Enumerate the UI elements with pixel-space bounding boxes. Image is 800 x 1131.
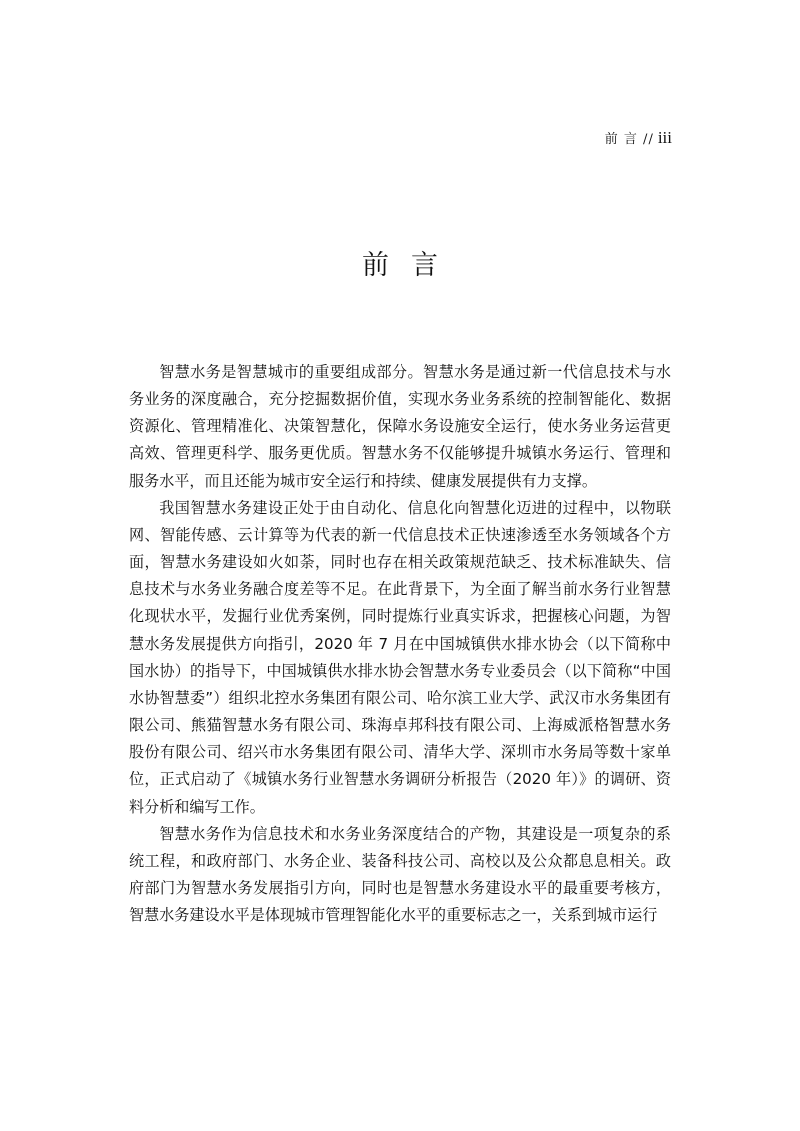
chapter-title: 前言 bbox=[362, 250, 460, 281]
paragraph-3: 智慧水务作为信息技术和水务业务深度结合的产物，其建设是一项复杂的系统工程，和政府部门、水务企业、装备科技公司、高校以及公众都息息相关。政府部门为智慧水务发展指引方向，同时也是智慧水务建设水平的最重要考核方，智慧水务建设水平是体现城市管理智能化水平的重要标志之一，关系到城市运行 bbox=[129, 824, 671, 925]
body-text bbox=[129, 359, 671, 929]
paragraph-1: 智慧水务是智慧城市的重要组成部分。智慧水务是通过新一代信息技术与水务业务的深度融合，充分挖掘数据价值，实现水务业务系统的控制智能化、数据资源化、管理精准化、决策智慧化，保障水务设施安全运行，使水务业务运营更高效、管理更科学、服务更优质。智慧水务不仅能够提升城镇水务运行、管理和服务水平，而且还能为城市安全运行和持续、健康发展提供有力支撑。 bbox=[129, 363, 671, 490]
page-number: iii bbox=[657, 128, 672, 147]
paragraph-2: 我国智慧水务建设正处于由自动化、信息化向智慧化迈进的过程中，以物联网、智能传感、云计算等为代表的新一代信息技术正快速渗透至水务领域各个方面，智慧水务建设如火如荼，同时也存在相关政策规范缺乏、技术标准缺失、信息技术与水务业务融合度差等不足。在此背景下，为全面了解当前水务行业智慧化现状水平，发掘行业优秀案例，同时提炼行业真实诉求，把握核心问题，为智慧水务发展提供方向指引，2020 年 7 月在中国城镇供水排水协会（以下简称中国水协）的指导下，中国城镇供水排水协会智慧水务专业委员会（以下简称“中国水协智慧委”）组织北控水务集团有限公司、哈尔滨工业大学、武汉市水务集团有限公司、熊猫智慧水务有限公司、珠海卓邦科技有限公司、上海威派格智慧水务股份有限公司、绍兴市水务集团有限公司、清华大学、深圳市水务局等数十家单位，正式启动了《城镇水务行业智慧水务调研分析报告（2020 年）》的调研、资料分析和编写工作。 bbox=[129, 498, 671, 816]
running-header bbox=[605, 128, 672, 148]
running-header-section: 前 言 // bbox=[604, 132, 654, 147]
